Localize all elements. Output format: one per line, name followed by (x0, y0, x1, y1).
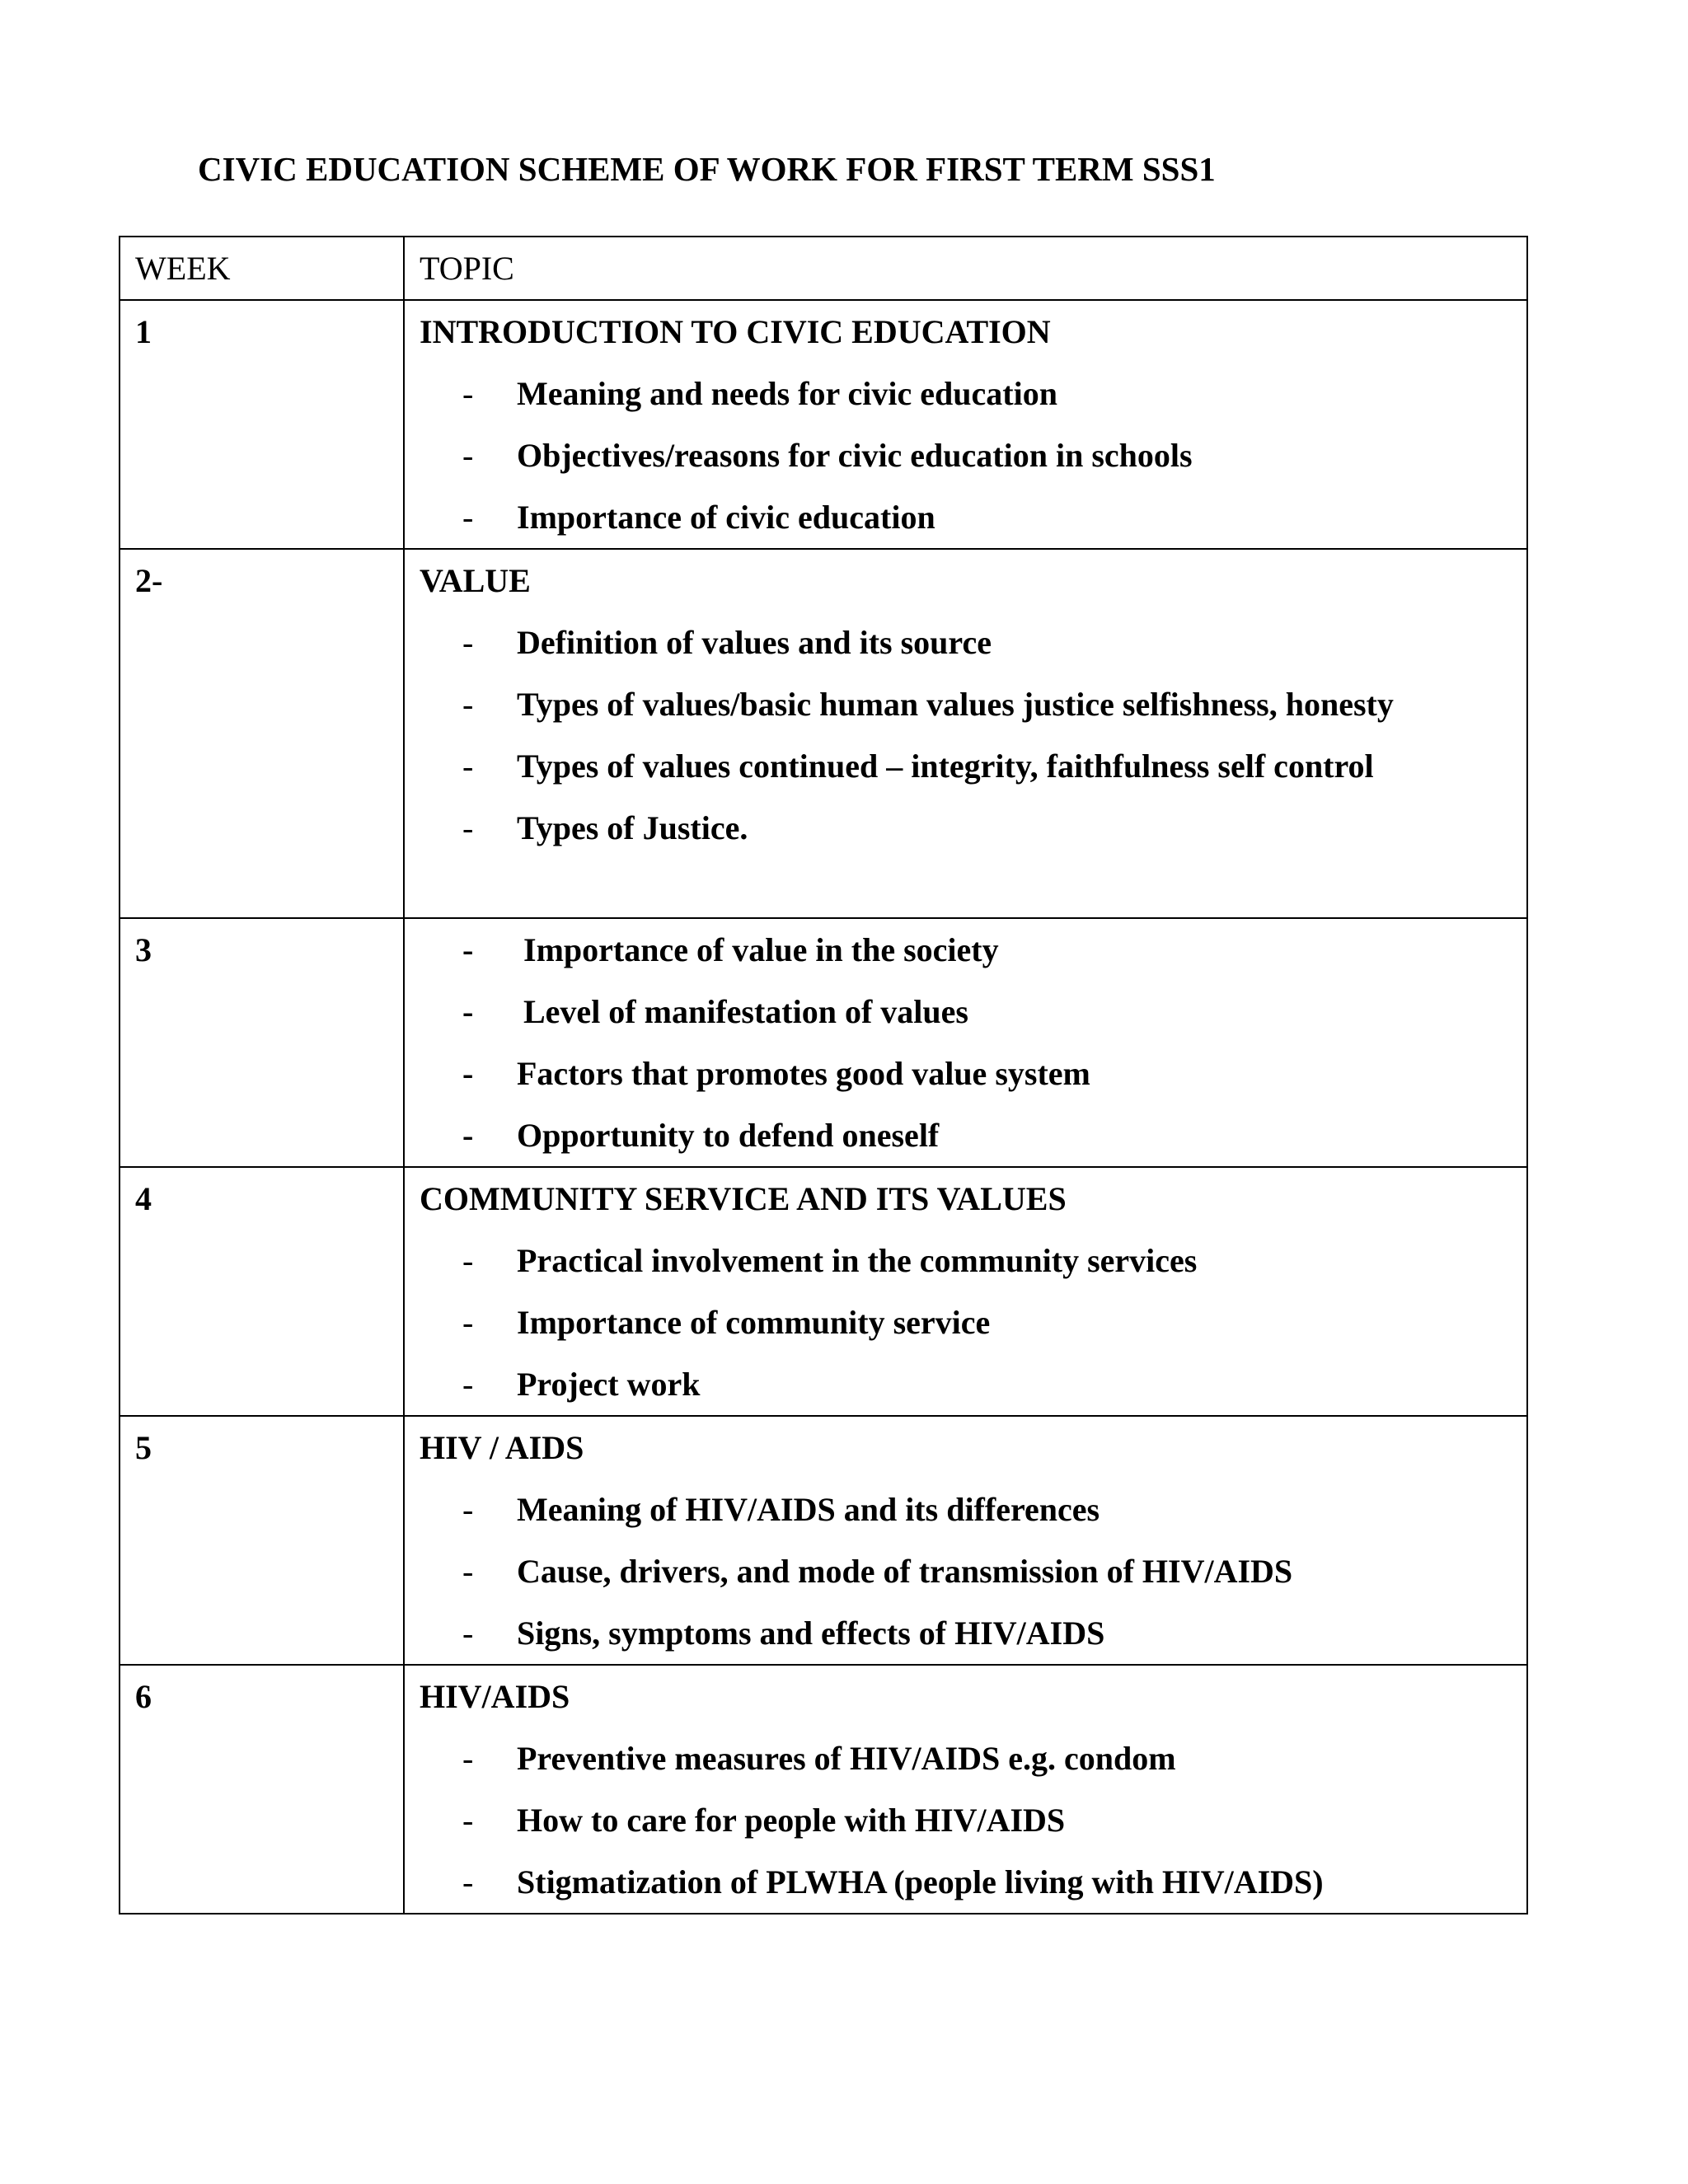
topic-heading: HIV/AIDS (420, 1678, 570, 1715)
topic-cell (404, 300, 1527, 549)
week-number: 3 (120, 918, 404, 1167)
topic-cell (404, 1167, 1527, 1416)
topic-cell (404, 549, 1527, 918)
table-header-row (120, 237, 1527, 300)
dash-bullet-icon: - (462, 1366, 474, 1403)
subtopic-item: - Objectives/reasons for civic education in schools (420, 424, 1512, 486)
topic-heading: HIV / AIDS (420, 1429, 584, 1466)
dash-bullet-icon: - (462, 748, 474, 785)
dash-bullet-icon: - (462, 375, 474, 412)
dash-bullet-icon: - (462, 686, 474, 723)
subtopic-item: - Factors that promotes good value system (420, 1043, 1512, 1104)
dash-bullet-icon: - (462, 499, 474, 536)
dash-bullet-icon: - (462, 1740, 474, 1777)
subtopic-item: - Level of manifestation of values (420, 981, 1512, 1043)
subtopic-item: - Meaning of HIV/AIDS and its differences (420, 1479, 1512, 1540)
table-row (120, 1416, 1527, 1665)
dash-bullet-icon: - (462, 1802, 474, 1839)
subtopic-item: - Project work (420, 1353, 1512, 1415)
document-title: CIVIC EDUCATION SCHEME OF WORK FOR FIRST TERM SSS1 (198, 150, 1216, 188)
dash-bullet-icon: - (462, 1117, 474, 1154)
subtopic-item: - Types of values continued – integrity, faithfulness self control (420, 735, 1512, 797)
week-number: 5 (120, 1416, 404, 1665)
topic-heading: COMMUNITY SERVICE AND ITS VALUES (420, 1180, 1067, 1217)
table-row (120, 1167, 1527, 1416)
scheme-of-work-table (119, 236, 1528, 1915)
topic-cell (404, 918, 1527, 1167)
subtopic-item: - Opportunity to defend oneself (420, 1104, 1512, 1166)
subtopic-item: - Types of Justice. (420, 797, 1512, 859)
subtopic-item: - Signs, symptoms and effects of HIV/AIDS (420, 1602, 1512, 1664)
topic-column-header: TOPIC (404, 237, 1527, 300)
topic-heading: INTRODUCTION TO CIVIC EDUCATION (420, 313, 1051, 350)
subtopic-item: - Importance of civic education (420, 486, 1512, 548)
dash-bullet-icon: - (462, 437, 474, 474)
dash-bullet-icon: - (462, 1491, 474, 1528)
dash-bullet-icon: - (462, 1304, 474, 1341)
week-number: 1 (120, 300, 404, 549)
table-row (120, 549, 1527, 918)
dash-bullet-icon: - (462, 993, 474, 1030)
subtopic-item: - Definition of values and its source (420, 612, 1512, 673)
dash-bullet-icon: - (462, 1615, 474, 1652)
subtopic-item: - Meaning and needs for civic education (420, 363, 1512, 424)
dash-bullet-icon: - (462, 1553, 474, 1590)
dash-bullet-icon: - (462, 931, 474, 968)
week-number: 4 (120, 1167, 404, 1416)
subtopic-item: - Practical involvement in the community services (420, 1230, 1512, 1291)
subtopic-item: - How to care for people with HIV/AIDS (420, 1789, 1512, 1851)
week-number: 2- (120, 549, 404, 918)
topic-cell (404, 1416, 1527, 1665)
subtopic-item: - Stigmatization of PLWHA (people living with HIV/AIDS) (420, 1851, 1512, 1913)
table-row (120, 918, 1527, 1167)
subtopic-item: - Preventive measures of HIV/AIDS e.g. condom (420, 1727, 1512, 1789)
subtopic-item: - Cause, drivers, and mode of transmission of HIV/AIDS (420, 1540, 1512, 1602)
subtopic-item: - Importance of community service (420, 1291, 1512, 1353)
dash-bullet-icon: - (462, 624, 474, 661)
dash-bullet-icon: - (462, 1863, 474, 1900)
subtopic-item: - Importance of value in the society (420, 919, 1512, 981)
dash-bullet-icon: - (462, 1055, 474, 1092)
table-row (120, 300, 1527, 549)
week-column-header: WEEK (120, 237, 404, 300)
table-row (120, 1665, 1527, 1914)
week-number: 6 (120, 1665, 404, 1914)
topic-heading: VALUE (420, 562, 531, 599)
dash-bullet-icon: - (462, 1242, 474, 1279)
dash-bullet-icon: - (462, 809, 474, 846)
topic-cell (404, 1665, 1527, 1914)
subtopic-item: - Types of values/basic human values justice selfishness, honesty (420, 673, 1512, 735)
